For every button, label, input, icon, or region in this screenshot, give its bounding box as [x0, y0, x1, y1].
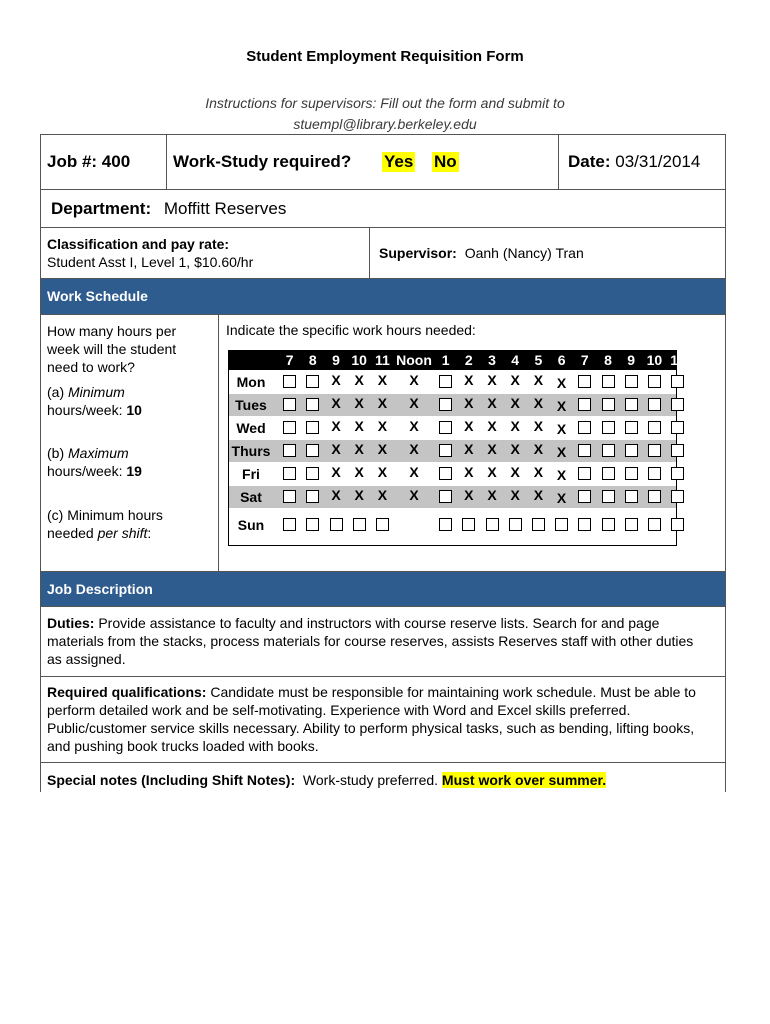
hour-checkbox[interactable] — [602, 398, 615, 411]
hour-mark: X — [510, 395, 520, 411]
hour-mark: X — [331, 464, 341, 480]
hour-mark: X — [487, 487, 497, 503]
hour-checkbox[interactable] — [306, 467, 319, 480]
hour-checkbox[interactable] — [376, 518, 389, 531]
duties-label: Duties: — [47, 615, 95, 631]
hour-checkbox[interactable] — [671, 375, 684, 388]
hour-mark: X — [556, 398, 567, 414]
duties — [47, 614, 707, 668]
hour-mark: X — [377, 487, 388, 503]
hour-checkbox[interactable] — [578, 467, 591, 480]
hour-mark: X — [487, 441, 497, 457]
hour-checkbox[interactable] — [486, 518, 499, 531]
instructions — [0, 93, 770, 135]
hour-label: 5 — [534, 352, 543, 368]
divider — [40, 314, 726, 315]
hour-mark: X — [510, 464, 520, 480]
hour-checkbox[interactable] — [578, 421, 591, 434]
hour-mark: X — [533, 464, 544, 480]
maximum-prefix: (b) — [47, 445, 68, 461]
hour-checkbox[interactable] — [330, 518, 343, 531]
hour-mark: X — [533, 487, 544, 503]
hour-checkbox[interactable] — [648, 490, 661, 503]
hour-mark: X — [464, 487, 474, 503]
hour-mark: X — [409, 487, 419, 503]
hour-checkbox[interactable] — [306, 444, 319, 457]
hour-mark: X — [556, 421, 567, 437]
hour-mark: X — [487, 464, 497, 480]
hour-checkbox[interactable] — [671, 421, 684, 434]
hour-checkbox[interactable] — [671, 467, 684, 480]
hour-mark: X — [510, 487, 520, 503]
classification-label: Classification and pay rate: — [47, 236, 230, 252]
work-study-question: Work-Study required? — [173, 152, 352, 171]
hour-mark: X — [464, 395, 474, 411]
hour-mark: X — [533, 418, 544, 434]
hour-mark: X — [556, 444, 567, 460]
hour-checkbox[interactable] — [671, 518, 684, 531]
divider — [218, 314, 219, 571]
maximum-label: Maximum — [68, 445, 129, 461]
hour-mark: X — [487, 395, 497, 411]
hour-checkbox[interactable] — [509, 518, 522, 531]
specific-hours-label: Indicate the specific work hours needed: — [226, 322, 476, 338]
divider — [40, 227, 726, 228]
hour-mark: X — [377, 464, 388, 480]
hour-checkbox[interactable] — [671, 398, 684, 411]
hour-mark: X — [354, 372, 364, 388]
maximum-hours-label: hours/week: — [47, 463, 127, 479]
hour-label: Noon — [396, 352, 432, 368]
hour-label: 9 — [332, 352, 340, 368]
hour-checkbox[interactable] — [602, 421, 615, 434]
hour-label: 3 — [488, 352, 496, 368]
hour-checkbox[interactable] — [578, 398, 591, 411]
hours-question-line: How many hours per — [47, 323, 177, 339]
hour-checkbox[interactable] — [462, 518, 475, 531]
date-field — [568, 152, 700, 172]
hour-mark: X — [533, 441, 544, 457]
divider — [369, 227, 370, 278]
hour-checkbox[interactable] — [578, 375, 591, 388]
hour-checkbox[interactable] — [648, 375, 661, 388]
duties-text: Provide assistance to faculty and instructors with course reserve lists. Search for and page materials from the stacks, process materials for course reserves, assists Reserves staff with other duties as assigned. — [47, 615, 694, 667]
qualifications-label: Required qualifications: — [47, 684, 207, 700]
day-label: Fri — [242, 466, 260, 482]
date-label: Date: — [568, 152, 611, 171]
day-label: Wed — [236, 420, 266, 436]
minimum-label: Minimum — [68, 384, 125, 400]
hour-checkbox[interactable] — [648, 444, 661, 457]
hour-mark: X — [377, 441, 388, 457]
hour-mark: X — [377, 372, 388, 388]
hour-checkbox[interactable] — [648, 398, 661, 411]
hour-header-row — [229, 351, 685, 370]
hour-checkbox[interactable] — [283, 444, 296, 457]
instructions-email: stuempl@library.berkeley.edu — [293, 116, 477, 132]
divider — [40, 762, 726, 763]
hour-checkbox[interactable] — [625, 398, 638, 411]
qualifications-text: Candidate must be responsible for maintaining work schedule. Must be able to perform detailed work and be self-motivating. Experience with Word and Excel skills preferred. Public/customer service skills necessary. Ability to perform physical tasks, such as bending, lifting books, and pushing book trucks loaded with books. — [47, 684, 696, 754]
day-label: Tues — [235, 397, 267, 413]
hour-checkbox[interactable] — [306, 490, 319, 503]
hour-label: 1 — [441, 352, 450, 368]
department-value: Moffitt Reserves — [163, 199, 287, 218]
hour-label: 6 — [557, 352, 566, 368]
work-study-no-option[interactable]: No — [434, 152, 457, 171]
hour-checkbox[interactable] — [648, 421, 661, 434]
hour-checkbox[interactable] — [306, 375, 319, 388]
hour-mark: X — [331, 372, 341, 388]
maximum-hours-value: 19 — [126, 463, 142, 479]
hour-label: 2 — [464, 352, 473, 368]
hour-checkbox[interactable] — [602, 375, 615, 388]
hour-mark: X — [464, 441, 474, 457]
minimum-shift-hours — [47, 506, 163, 542]
hour-checkbox[interactable] — [578, 444, 591, 457]
hour-checkbox[interactable] — [283, 490, 296, 503]
hour-mark: X — [533, 372, 544, 388]
hour-mark: X — [510, 372, 520, 388]
hour-checkbox[interactable] — [625, 467, 638, 480]
hour-mark: X — [354, 418, 364, 434]
hour-mark: X — [556, 375, 567, 391]
hour-checkbox[interactable] — [439, 490, 452, 503]
hour-checkbox[interactable] — [283, 421, 296, 434]
date-value: 03/31/2014 — [615, 152, 701, 171]
hour-mark: X — [331, 441, 341, 457]
hour-mark: X — [487, 372, 497, 388]
hour-label: 7 — [580, 352, 589, 368]
hour-mark: X — [354, 441, 364, 457]
hour-mark: X — [556, 467, 567, 483]
hour-label: 11 — [670, 352, 685, 368]
department-field — [51, 199, 286, 219]
hour-mark: X — [510, 418, 520, 434]
special-notes-text: Work-study preferred. — [302, 772, 439, 788]
hour-mark: X — [464, 464, 474, 480]
instructions-line-1: Instructions for supervisors: Fill out the form and submit to — [205, 95, 565, 111]
hour-mark: X — [409, 372, 419, 388]
hour-label: 10 — [646, 352, 663, 368]
job-number: Job #: 400 — [47, 152, 131, 171]
job-description-header: Job Description — [41, 572, 725, 606]
hour-label: 11 — [374, 352, 390, 368]
hour-label: 4 — [511, 352, 520, 368]
hour-checkbox[interactable] — [671, 490, 684, 503]
hour-checkbox[interactable] — [439, 375, 452, 388]
hour-checkbox[interactable] — [625, 518, 638, 531]
maximum-hours — [47, 444, 142, 480]
special-notes-label: Special notes (Including Shift Notes): — [47, 772, 296, 788]
hour-checkbox[interactable] — [439, 518, 452, 531]
hour-checkbox[interactable] — [578, 518, 591, 531]
day-label: Sun — [237, 517, 265, 533]
hour-checkbox[interactable] — [578, 490, 591, 503]
hour-checkbox[interactable] — [439, 467, 452, 480]
hour-label: 9 — [627, 352, 636, 368]
divider — [558, 134, 559, 189]
hour-mark: X — [331, 487, 341, 503]
hour-checkbox[interactable] — [602, 518, 615, 531]
hour-mark: X — [464, 372, 474, 388]
hour-mark: X — [377, 418, 388, 434]
supervisor-value: Oanh (Nancy) Tran — [464, 245, 584, 261]
divider — [40, 189, 726, 190]
hour-checkbox[interactable] — [353, 518, 366, 531]
hour-label: 8 — [604, 352, 612, 368]
hour-checkbox[interactable] — [283, 375, 296, 388]
minimum-shift-italic: per shift — [97, 525, 148, 541]
form-title: Student Employment Requisition Form — [246, 48, 524, 65]
hour-checkbox[interactable] — [306, 421, 319, 434]
hour-mark: X — [409, 441, 419, 457]
day-label: Sat — [240, 489, 262, 505]
department-label: Department: — [51, 199, 152, 218]
hour-mark: X — [354, 464, 364, 480]
minimum-hours-label: hours/week: — [47, 402, 127, 418]
minimum-hours — [47, 383, 142, 419]
supervisor-field — [379, 245, 584, 261]
hour-label: 8 — [308, 352, 317, 368]
classification-value: Student Asst I, Level 1, $10.60/hr — [47, 254, 254, 270]
special-notes — [47, 771, 707, 789]
divider — [40, 676, 726, 677]
required-qualifications — [47, 683, 707, 755]
minimum-shift-prefix: needed — [47, 525, 98, 541]
divider — [166, 134, 167, 189]
hour-mark: X — [331, 418, 341, 434]
hour-checkbox[interactable] — [671, 444, 684, 457]
minimum-shift-suffix: : — [147, 525, 152, 541]
minimum-prefix: (a) — [47, 384, 68, 400]
hour-checkbox[interactable] — [439, 398, 452, 411]
hour-mark: X — [354, 395, 364, 411]
hour-checkbox[interactable] — [602, 467, 615, 480]
hour-checkbox[interactable] — [625, 375, 638, 388]
day-label: Thurs — [231, 443, 271, 459]
schedule-grid — [228, 350, 685, 546]
hour-checkbox[interactable] — [439, 421, 452, 434]
hour-checkbox[interactable] — [532, 518, 545, 531]
hour-label: 7 — [285, 352, 294, 368]
hour-mark: X — [510, 441, 520, 457]
hour-mark: X — [556, 490, 567, 506]
hours-question — [47, 322, 176, 376]
divider — [40, 606, 726, 607]
hour-checkbox[interactable] — [283, 518, 296, 531]
hour-checkbox[interactable] — [439, 444, 452, 457]
hour-mark: X — [487, 418, 497, 434]
supervisor-label: Supervisor: — [379, 245, 457, 261]
hour-mark: X — [331, 395, 341, 411]
day-label: Mon — [236, 374, 266, 390]
hour-checkbox[interactable] — [602, 444, 615, 457]
hours-question-line: need to work? — [47, 359, 135, 375]
work-study-yes-option[interactable]: Yes — [384, 152, 414, 171]
hour-mark: X — [377, 395, 388, 411]
hour-checkbox[interactable] — [306, 398, 319, 411]
work-schedule-header: Work Schedule — [41, 279, 725, 314]
special-notes-highlight: Must work over summer. — [441, 772, 607, 788]
hour-mark: X — [409, 418, 419, 434]
hour-mark: X — [409, 395, 419, 411]
hour-mark: X — [354, 487, 364, 503]
minimum-shift-label: (c) Minimum hours — [47, 507, 163, 523]
hour-checkbox[interactable] — [648, 467, 661, 480]
hour-mark: X — [533, 395, 544, 411]
hour-label: 10 — [351, 352, 367, 368]
hour-checkbox[interactable] — [648, 518, 661, 531]
hour-checkbox[interactable] — [602, 490, 615, 503]
hour-mark: X — [409, 464, 419, 480]
hour-checkbox[interactable] — [306, 518, 319, 531]
hour-checkbox[interactable] — [283, 467, 296, 480]
minimum-hours-value: 10 — [126, 402, 142, 418]
hours-question-line: week will the student — [47, 341, 177, 357]
hour-checkbox[interactable] — [625, 490, 638, 503]
hour-mark: X — [464, 418, 474, 434]
hour-checkbox[interactable] — [625, 444, 638, 457]
hour-checkbox[interactable] — [555, 518, 568, 531]
hour-checkbox[interactable] — [625, 421, 638, 434]
hour-checkbox[interactable] — [283, 398, 296, 411]
